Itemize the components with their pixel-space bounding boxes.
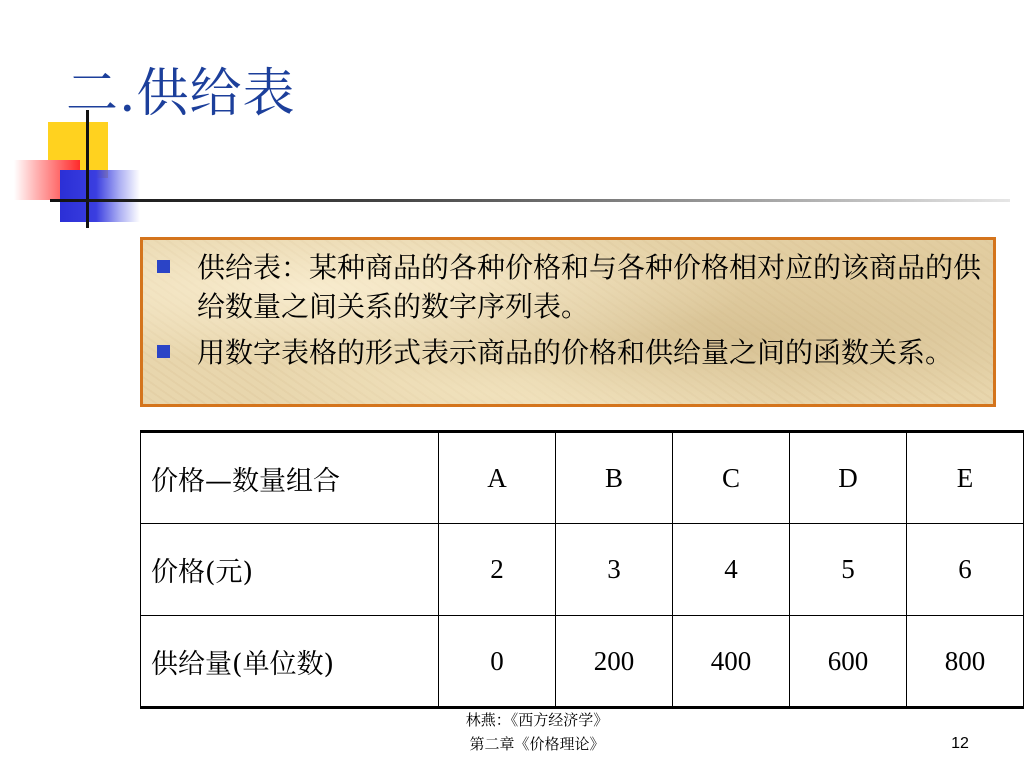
- table-cell: 5: [790, 524, 907, 616]
- table-cell: B: [556, 432, 673, 524]
- table-cell: 4: [673, 524, 790, 616]
- bullet-text: 供给表：某种商品的各种价格和与各种价格相对应的该商品的供给数量之间关系的数字序列表。: [197, 251, 982, 323]
- table-cell: D: [790, 432, 907, 524]
- table-cell: A: [439, 432, 556, 524]
- row-header: 价格(元): [141, 524, 439, 616]
- table-row: [141, 524, 1024, 616]
- table-cell: 200: [556, 616, 673, 708]
- footer-chapter: 第二章《价格理论》: [469, 735, 605, 753]
- square-bullet-icon: [157, 345, 170, 358]
- table-cell: 3: [556, 524, 673, 616]
- table-cell: C: [673, 432, 790, 524]
- table-cell: 6: [907, 524, 1024, 616]
- definition-box: [140, 237, 996, 407]
- title-underline: [50, 199, 1010, 202]
- table-row: [141, 616, 1024, 708]
- decor-vertical-line: [86, 110, 89, 228]
- table-cell: 400: [673, 616, 790, 708]
- table-cell: 600: [790, 616, 907, 708]
- page-number: 12: [951, 735, 969, 752]
- table-cell: 0: [439, 616, 556, 708]
- table-cell: E: [907, 432, 1024, 524]
- table-cell: 800: [907, 616, 1024, 708]
- row-header: 供给量(单位数): [141, 616, 439, 708]
- footer-author: 林燕：《西方经济学》: [465, 711, 609, 729]
- decor-blue-block: [60, 170, 140, 222]
- bullet-text: 用数字表格的形式表示商品的价格和供给量之间的函数关系。: [197, 336, 954, 369]
- square-bullet-icon: [157, 260, 170, 273]
- supply-table: [140, 430, 1024, 709]
- table-cell: 2: [439, 524, 556, 616]
- slide-title: 二.供给表: [66, 64, 296, 124]
- row-header: 价格—数量组合: [141, 432, 439, 524]
- table-row: [141, 432, 1024, 524]
